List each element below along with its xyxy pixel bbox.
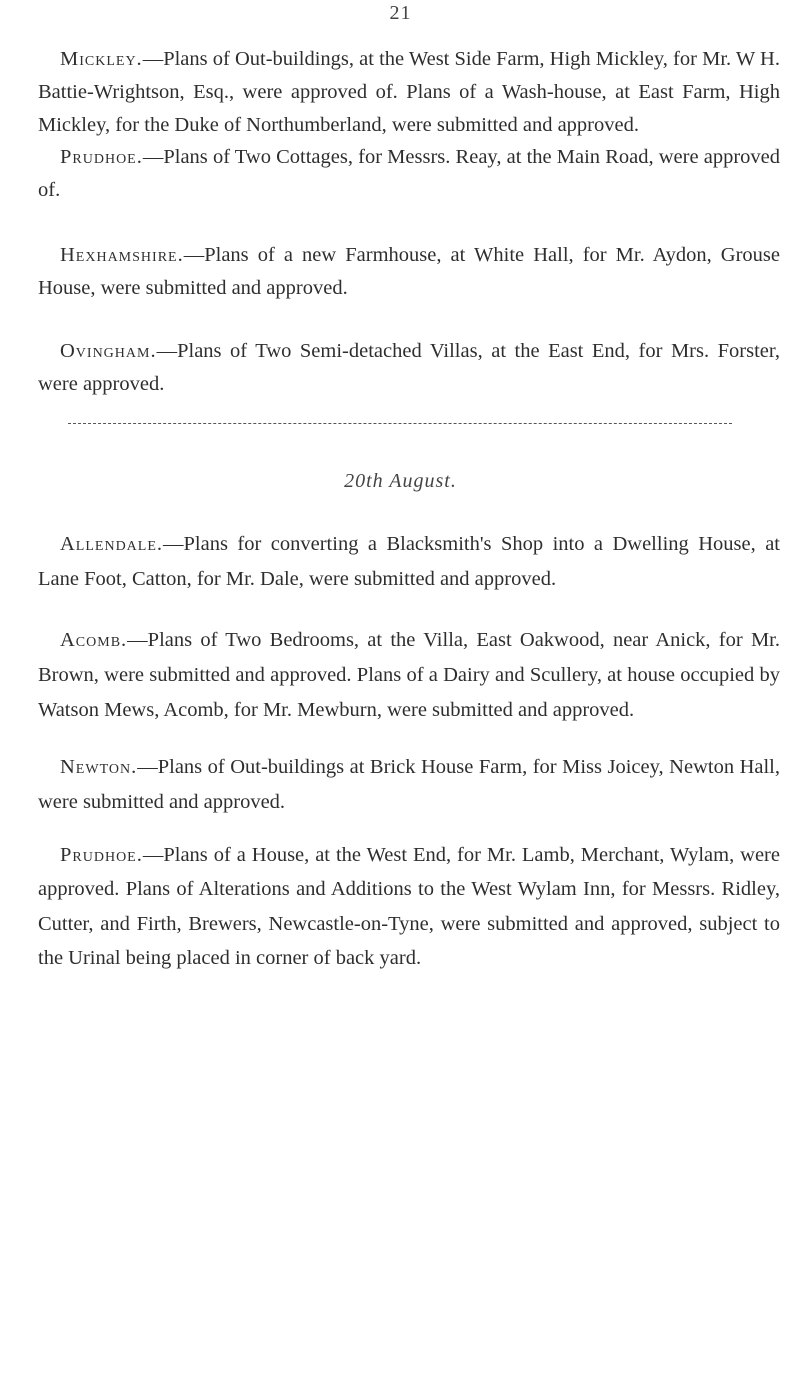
- entry-place: Prudhoe.: [60, 843, 143, 866]
- entry-text: —Plans of Out-buildings, at the West Side Farm, High Mickley, for Mr. W H. Battie-Wrightson, Esq., were approved of. Plans of a Wash-house, at East Farm, High Mickley, for the Duke of Northumberland, were submitted and approved.: [38, 47, 780, 136]
- entry-text: —Plans of Two Bedrooms, at the Villa, East Oakwood, near Anick, for Mr. Brown, were submitted and approved. Plans of a Dairy and Scullery, at house occupied by Watson Mews, Acomb, for Mr. Mewburn, were submitted and approved.: [38, 628, 780, 721]
- entry-allendale: [38, 527, 780, 597]
- entry-text: —Plans of a House, at the West End, for Mr. Lamb, Merchant, Wylam, were approved. Plans of Alterations and Additions to the West Wylam Inn, for Messrs. Ridley, Cutter, and Firth, Brewers, Newcastle-on-Tyne, were submitted and approved, subject to the Urinal being placed in corner of back yard.: [38, 843, 780, 969]
- entry-place: Newton.: [60, 755, 138, 778]
- entry-text: —Plans of Two Cottages, for Messrs. Reay, at the Main Road, were approved of.: [38, 145, 780, 201]
- entry-place: Ovingham.: [60, 339, 157, 362]
- entry-prudhoe-cottages: [38, 141, 780, 207]
- section-divider: [68, 423, 732, 424]
- entry-prudhoe-house: [38, 838, 780, 976]
- entry-hexhamshire: [38, 239, 780, 305]
- entry-ovingham: [38, 335, 780, 401]
- entry-mickley: [38, 43, 780, 142]
- entry-text: —Plans of Out-buildings at Brick House Farm, for Miss Joicey, Newton Hall, were submitted and approved.: [38, 755, 780, 813]
- entry-place: Allendale.: [60, 532, 164, 555]
- entry-place: Hexhamshire.: [60, 243, 184, 266]
- entry-place: Acomb.: [60, 628, 128, 651]
- entry-text: —Plans of Two Semi-detached Villas, at the East End, for Mrs. Forster, were approved.: [38, 339, 780, 395]
- entry-text: —Plans of a new Farmhouse, at White Hall, for Mr. Aydon, Grouse House, were submitted and approved.: [38, 243, 780, 299]
- page-number: 21: [389, 2, 412, 24]
- entry-place: Prudhoe.: [60, 145, 143, 168]
- entry-place: Mickley.: [60, 47, 143, 70]
- date-heading: 20th August.: [344, 470, 457, 492]
- entry-text: —Plans for converting a Blacksmith's Shop into a Dwelling House, at Lane Foot, Catton, for Mr. Dale, were submitted and approved.: [38, 532, 780, 590]
- entry-newton: [38, 750, 780, 820]
- entry-acomb: [38, 623, 780, 728]
